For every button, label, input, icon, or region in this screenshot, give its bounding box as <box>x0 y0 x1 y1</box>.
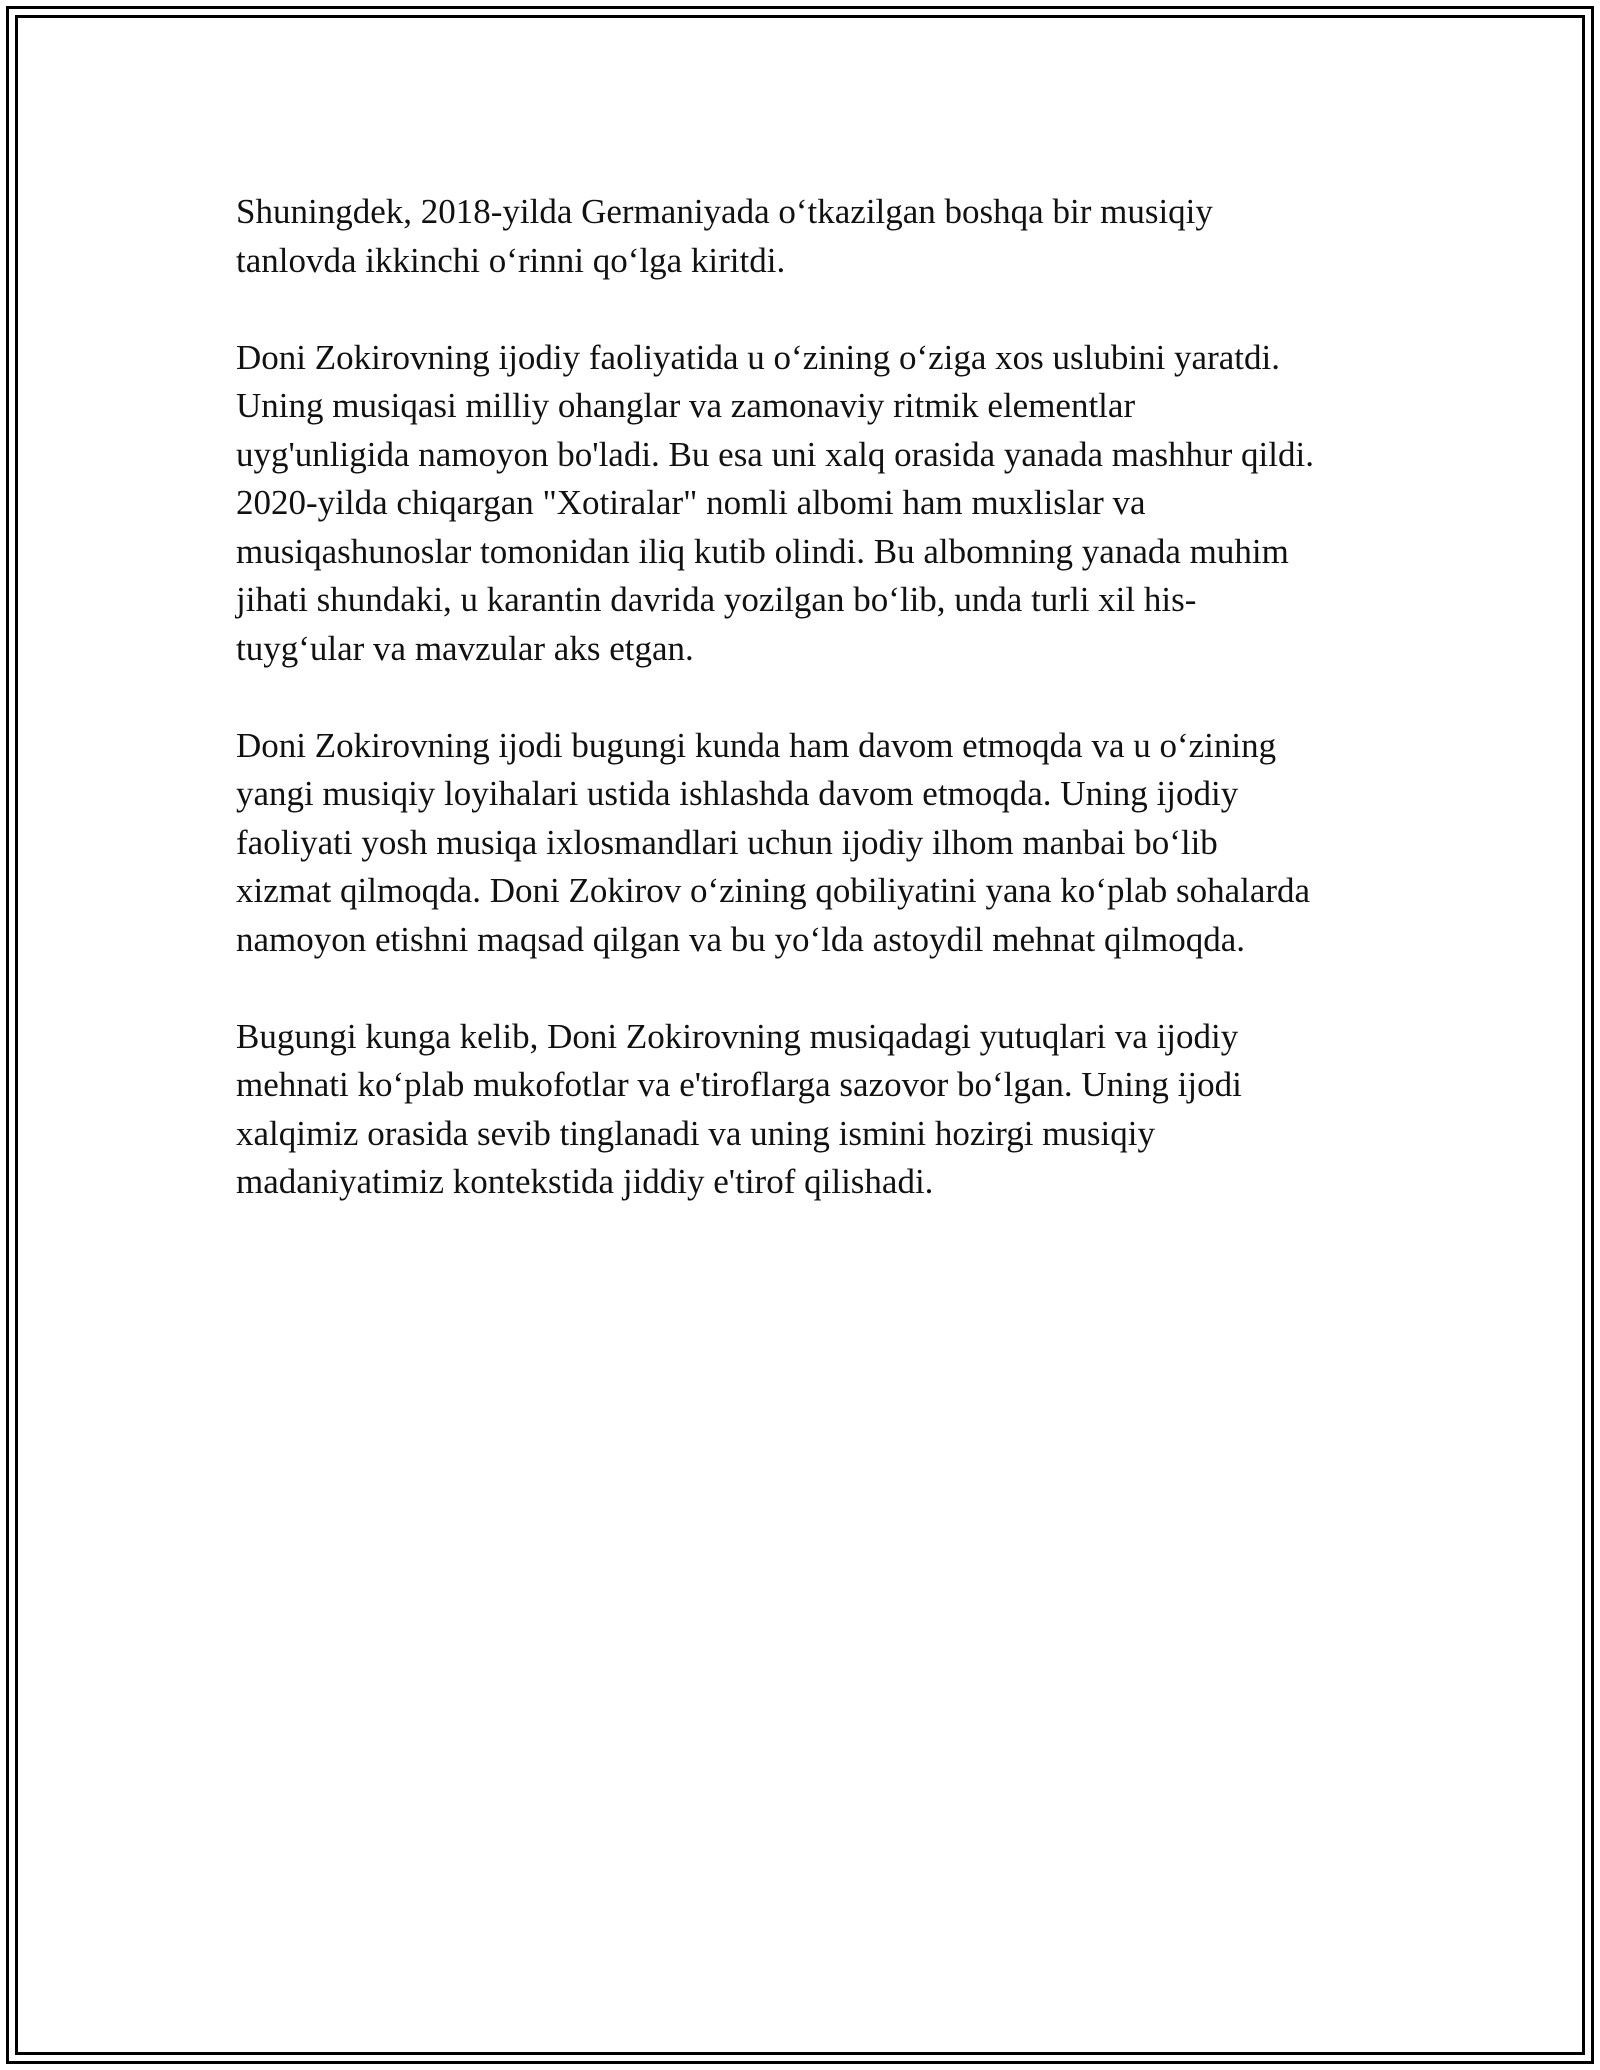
text-line: tanlovda ikkinchi oʻrinni qoʻlga kiritdi. <box>236 240 786 280</box>
text-line: xalqimiz orasida sevib tinglanadi va uning ismini hozirgi musiqiy <box>236 1113 1155 1153</box>
text-line: yangi musiqiy loyihalari ustida ishlashda davom etmoqda. Uning ijodiy <box>236 774 1239 813</box>
text-line: namoyon etishni maqsad qilgan va bu yoʻlda astoydil mehnat qilmoqda. <box>236 919 1245 959</box>
text-line: Uning musiqasi milliy ohanglar va zamonaviy ritmik elementlar <box>236 386 1136 425</box>
text-line: xizmat qilmoqda. Doni Zokirov oʻzining qobiliyatini yana koʻplab sohalarda <box>236 871 1311 910</box>
paragraph-3 <box>236 722 1396 965</box>
text-line: musiqashunoslar tomonidan iliq kutib olindi. Bu albomning yanada muhim <box>236 531 1289 571</box>
text-line: uyg'unligida namoyon bo'ladi. Bu esa uni xalq orasida yanada mashhur qildi. <box>236 434 1314 474</box>
document-body <box>236 188 1396 1255</box>
text-line: Bugungi kunga kelib, Doni Zokirovning musiqadagi yutuqlari va ijodiy <box>236 1016 1239 1056</box>
text-line: Shuningdek, 2018-yilda Germaniyada oʻtkazilgan boshqa bir musiqiy <box>236 192 1213 231</box>
text-line: 2020-yilda chiqargan "Xotiralar" nomli albomi ham muxlislar va <box>236 483 1146 522</box>
text-line: Doni Zokirovning ijodi bugungi kunda ham davom etmoqda va u oʻzining <box>236 725 1277 765</box>
text-line: faoliyati yosh musiqa ixlosmandlari uchun ijodiy ilhom manbai boʻlib <box>236 822 1218 862</box>
paragraph-4 <box>236 1013 1396 1207</box>
text-line: madaniyatimiz kontekstida jiddiy e'tirof qilishadi. <box>236 1162 934 1201</box>
text-line: jihati shundaki, u karantin davrida yozilgan boʻlib, unda turli xil his- <box>236 580 1197 619</box>
text-line: mehnati koʻplab mukofotlar va e'tiroflarga sazovor boʻlgan. Uning ijodi <box>236 1065 1242 1104</box>
text-line: tuygʻular va mavzular aks etgan. <box>236 628 694 668</box>
paragraph-2 <box>236 334 1396 674</box>
paragraph-1 <box>236 188 1396 285</box>
text-line: Doni Zokirovning ijodiy faoliyatida u oʻzining oʻziga xos uslubini yaratdi. <box>236 337 1280 377</box>
